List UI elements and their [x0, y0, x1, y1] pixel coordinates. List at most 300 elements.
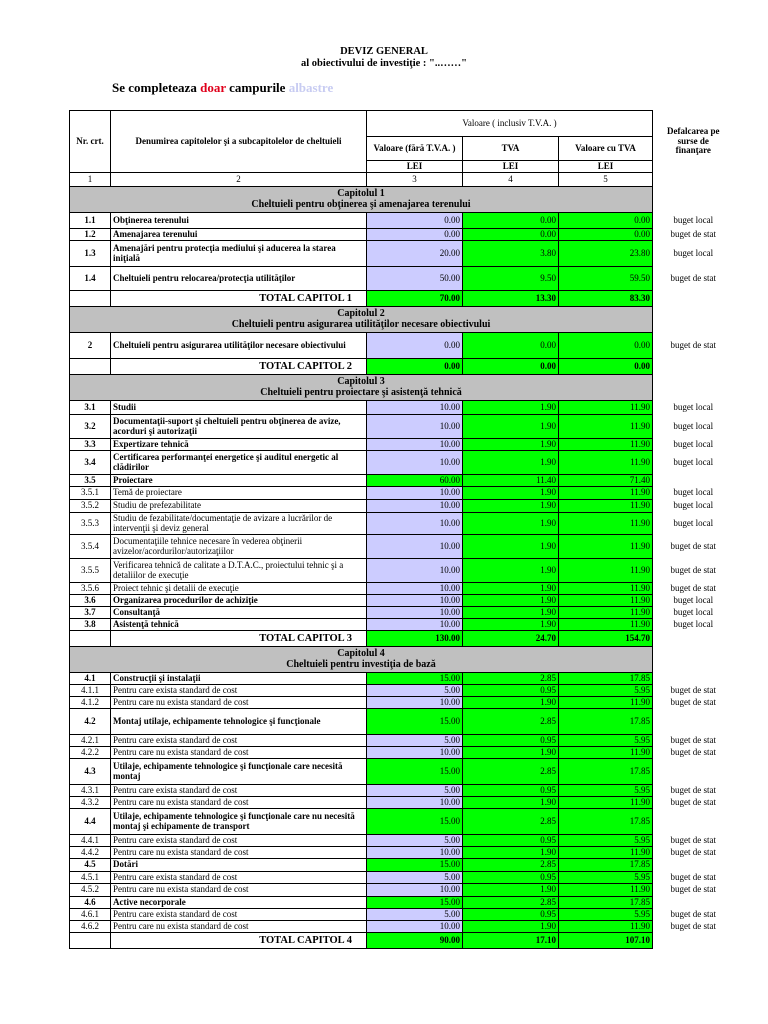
deviz-table	[69, 110, 734, 949]
funding-source: buget de stat	[670, 920, 716, 931]
row-number: 1.2	[70, 229, 111, 241]
total-value-fara-tva: 0.00	[367, 359, 463, 375]
value-cu-tva-cell: 11.90	[559, 595, 653, 607]
tva-cell: 2.85	[463, 759, 559, 785]
total-tva: 13.30	[463, 291, 559, 307]
value-fara-tva-cell: 15.00	[367, 709, 463, 735]
row-name: Pentru care nu exista standard de cost	[111, 921, 367, 933]
row-name: Utilaje, echipamente tehnologice şi funcţionale care nu necesită montaj şi echipamente de transport	[111, 809, 367, 835]
table-row	[70, 559, 734, 583]
tva-cell: 1.90	[463, 884, 559, 897]
funding-source: buget local	[673, 456, 714, 467]
value-cu-tva-cell: 0.00	[559, 213, 653, 229]
row-number: 3.5.4	[70, 535, 111, 559]
funding-source: buget local	[673, 618, 714, 629]
funding-source: buget de stat	[670, 846, 716, 857]
value-fara-tva-cell[interactable]: 10.00	[367, 619, 463, 631]
value-cu-tva-cell: 5.95	[559, 835, 653, 847]
value-fara-tva-cell[interactable]: 10.00	[367, 500, 463, 513]
tva-cell: 3.80	[463, 241, 559, 267]
funding-source: buget de stat	[670, 734, 716, 745]
row-name: Studiu de fezabilitate/documentaţie de avizare a lucrărilor de intervenţii şi deviz general	[111, 513, 367, 535]
row-number: 4.2.1	[70, 735, 111, 747]
table-row	[70, 909, 734, 921]
table-row	[70, 859, 734, 872]
header-lei-2: LEI	[463, 161, 559, 173]
table-row	[70, 797, 734, 809]
tva-cell: 9.50	[463, 267, 559, 291]
tva-cell: 0.95	[463, 872, 559, 884]
chapter-header	[70, 307, 653, 333]
total-label: TOTAL CAPITOL 4	[111, 933, 367, 949]
row-number: 3.8	[70, 619, 111, 631]
row-name: Cheltuieli pentru relocarea/protecţia utilităţilor	[111, 267, 367, 291]
row-number: 4.1	[70, 673, 111, 685]
total-label: TOTAL CAPITOL 3	[111, 631, 367, 647]
table-row	[70, 607, 734, 619]
value-cu-tva-cell: 11.90	[559, 747, 653, 759]
chapter-title: Cheltuieli pentru proiectare şi asistenţă tehnică	[260, 386, 462, 398]
value-fara-tva-cell[interactable]: 10.00	[367, 697, 463, 709]
table-row	[70, 809, 734, 835]
total-nr-empty	[70, 291, 111, 307]
value-fara-tva-cell[interactable]: 10.00	[367, 439, 463, 451]
note-blue-word: albastre	[288, 80, 334, 95]
chapter-header-row	[70, 187, 734, 213]
funding-source: buget de stat	[670, 871, 716, 882]
row-number: 3.6	[70, 595, 111, 607]
colnum-5: 5	[559, 173, 653, 187]
total-nr-empty	[70, 359, 111, 375]
funding-source: buget de stat	[670, 540, 716, 551]
chapter-header-row	[70, 375, 734, 401]
value-fara-tva-cell[interactable]: 10.00	[367, 797, 463, 809]
table-row	[70, 872, 734, 884]
note-middle: campurile	[225, 80, 289, 95]
tva-cell: 0.00	[463, 213, 559, 229]
value-fara-tva-cell: 60.00	[367, 475, 463, 487]
value-cu-tva-cell: 23.80	[559, 241, 653, 267]
value-cu-tva-cell: 11.90	[559, 535, 653, 559]
value-cu-tva-cell: 11.90	[559, 559, 653, 583]
value-cu-tva-cell: 11.90	[559, 607, 653, 619]
chapter-source-empty	[653, 187, 734, 213]
total-value-fara-tva: 70.00	[367, 291, 463, 307]
value-fara-tva-cell: 15.00	[367, 809, 463, 835]
table-row	[70, 685, 734, 697]
funding-source: buget de stat	[670, 684, 716, 695]
row-name: Dotări	[111, 859, 367, 872]
row-number: 4.2	[70, 709, 111, 735]
tva-cell: 0.00	[463, 333, 559, 359]
value-fara-tva-cell[interactable]: 0.00	[367, 229, 463, 241]
tva-cell: 1.90	[463, 487, 559, 500]
funding-source: buget local	[673, 606, 714, 617]
value-cu-tva-cell: 17.85	[559, 759, 653, 785]
value-cu-tva-cell: 11.90	[559, 797, 653, 809]
total-source-empty	[653, 359, 734, 375]
total-row	[70, 631, 734, 647]
row-number: 4.4.1	[70, 835, 111, 847]
funding-source: buget de stat	[670, 746, 716, 757]
value-fara-tva-cell[interactable]: 10.00	[367, 487, 463, 500]
funding-source: buget local	[673, 438, 714, 449]
funding-source: buget de stat	[670, 272, 716, 283]
value-cu-tva-cell: 11.90	[559, 847, 653, 859]
value-cu-tva-cell: 11.90	[559, 487, 653, 500]
value-cu-tva-cell: 5.95	[559, 685, 653, 697]
row-name: Obţinerea terenului	[111, 213, 367, 229]
table-row	[70, 333, 734, 359]
funding-source: buget de stat	[670, 582, 716, 593]
chapter-number: Capitolul 1	[337, 188, 385, 199]
table-row	[70, 439, 734, 451]
row-name: Organizarea procedurilor de achiziţie	[111, 595, 367, 607]
funding-source	[653, 673, 734, 685]
row-number: 3.5.2	[70, 500, 111, 513]
value-fara-tva-cell[interactable]: 10.00	[367, 884, 463, 897]
value-cu-tva-cell: 59.50	[559, 267, 653, 291]
funding-source: buget de stat	[670, 228, 716, 239]
tva-cell: 1.90	[463, 415, 559, 439]
chapter-number: Capitolul 4	[337, 648, 385, 659]
total-source-empty	[653, 933, 734, 949]
chapter-header-row	[70, 307, 734, 333]
table-row	[70, 709, 734, 735]
tva-cell: 1.90	[463, 797, 559, 809]
value-fara-tva-cell: 15.00	[367, 897, 463, 909]
value-cu-tva-cell: 5.95	[559, 909, 653, 921]
total-source-empty	[653, 291, 734, 307]
total-tva: 17.10	[463, 933, 559, 949]
value-fara-tva-cell: 15.00	[367, 859, 463, 872]
table-row	[70, 847, 734, 859]
total-row	[70, 291, 734, 307]
value-cu-tva-cell: 11.90	[559, 583, 653, 595]
row-name: Amenajări pentru protecţia mediului şi aducerea la starea iniţială	[111, 241, 367, 267]
row-name: Temă de proiectare	[111, 487, 367, 500]
row-name: Cheltuieli pentru asigurarea utilităţilor necesare obiectivului	[111, 333, 367, 359]
row-number: 3.1	[70, 401, 111, 415]
funding-source	[653, 809, 734, 835]
value-fara-tva-cell[interactable]: 10.00	[367, 513, 463, 535]
value-fara-tva-cell[interactable]: 5.00	[367, 735, 463, 747]
total-tva: 24.70	[463, 631, 559, 647]
total-value-cu-tva: 154.70	[559, 631, 653, 647]
document-subtitle: al obiectivului de investiţie : "..……"	[301, 58, 467, 69]
row-number: 1.1	[70, 213, 111, 229]
table-row	[70, 697, 734, 709]
funding-source: buget local	[673, 594, 714, 605]
table-row	[70, 229, 734, 241]
value-fara-tva-cell[interactable]: 10.00	[367, 747, 463, 759]
funding-source: buget local	[673, 487, 714, 498]
funding-source: buget de stat	[670, 796, 716, 807]
row-number: 4.5.1	[70, 872, 111, 884]
tva-cell: 2.85	[463, 809, 559, 835]
value-cu-tva-cell: 11.90	[559, 921, 653, 933]
row-name: Pentru care exista standard de cost	[111, 735, 367, 747]
total-source-empty	[653, 631, 734, 647]
row-name: Pentru care nu exista standard de cost	[111, 847, 367, 859]
value-fara-tva-cell[interactable]: 5.00	[367, 685, 463, 697]
value-fara-tva-cell[interactable]: 10.00	[367, 535, 463, 559]
row-name: Utilaje, echipamente tehnologice şi funcţionale care necesită montaj	[111, 759, 367, 785]
colnum-2: 2	[111, 173, 367, 187]
row-name: Pentru care nu exista standard de cost	[111, 884, 367, 897]
tva-cell: 1.90	[463, 607, 559, 619]
row-name: Documentaţii-suport şi cheltuieli pentru obţinerea de avize, acorduri şi autorizaţii	[111, 415, 367, 439]
tva-cell: 1.90	[463, 583, 559, 595]
value-cu-tva-cell: 11.90	[559, 884, 653, 897]
table-row	[70, 785, 734, 797]
document-title: DEVIZ GENERAL	[340, 46, 428, 57]
total-value-cu-tva: 83.30	[559, 291, 653, 307]
tva-cell: 1.90	[463, 697, 559, 709]
chapter-title: Cheltuieli pentru asigurarea utilităţilor necesare obiectivului	[231, 318, 491, 330]
total-nr-empty	[70, 631, 111, 647]
value-cu-tva-cell: 11.90	[559, 439, 653, 451]
funding-source: buget de stat	[670, 784, 716, 795]
value-fara-tva-cell[interactable]: 10.00	[367, 595, 463, 607]
value-cu-tva-cell: 17.85	[559, 897, 653, 909]
tva-cell: 1.90	[463, 451, 559, 475]
chapter-number: Capitolul 3	[337, 376, 385, 387]
row-number: 3.4	[70, 451, 111, 475]
value-cu-tva-cell: 5.95	[559, 785, 653, 797]
funding-source: buget local	[673, 420, 714, 431]
table-row	[70, 267, 734, 291]
row-number: 3.2	[70, 415, 111, 439]
row-name: Pentru care exista standard de cost	[111, 909, 367, 921]
funding-source: buget de stat	[670, 908, 716, 919]
funding-source: buget local	[673, 401, 714, 412]
row-number: 4.1.1	[70, 685, 111, 697]
value-cu-tva-cell: 5.95	[559, 735, 653, 747]
value-cu-tva-cell: 0.00	[559, 333, 653, 359]
row-name: Documentaţiile tehnice necesare în vederea obţinerii avizelor/acordurilor/autorizaţiilor	[111, 535, 367, 559]
chapter-header	[70, 187, 653, 213]
chapter-header-row	[70, 647, 734, 673]
total-value-fara-tva: 90.00	[367, 933, 463, 949]
row-number: 2	[70, 333, 111, 359]
table-row	[70, 673, 734, 685]
row-number: 4.3.2	[70, 797, 111, 809]
value-cu-tva-cell: 17.85	[559, 673, 653, 685]
funding-source: buget local	[673, 247, 714, 258]
colnum-4: 4	[463, 173, 559, 187]
funding-source: buget de stat	[670, 696, 716, 707]
table-row	[70, 897, 734, 909]
table-row	[70, 401, 734, 415]
total-nr-empty	[70, 933, 111, 949]
value-fara-tva-cell[interactable]: 5.00	[367, 785, 463, 797]
value-cu-tva-cell: 11.90	[559, 619, 653, 631]
row-name: Proiect tehnic şi detalii de execuţie	[111, 583, 367, 595]
tva-cell: 1.90	[463, 619, 559, 631]
row-number: 4.6	[70, 897, 111, 909]
value-cu-tva-cell: 11.90	[559, 451, 653, 475]
tva-cell: 1.90	[463, 401, 559, 415]
tva-cell: 1.90	[463, 559, 559, 583]
row-number: 4.5.2	[70, 884, 111, 897]
funding-source	[653, 475, 734, 487]
row-name: Proiectare	[111, 475, 367, 487]
value-cu-tva-cell: 17.85	[559, 859, 653, 872]
row-name: Active necorporale	[111, 897, 367, 909]
chapter-source-empty	[653, 647, 734, 673]
funding-source: buget local	[673, 214, 714, 225]
value-fara-tva-cell[interactable]: 5.00	[367, 872, 463, 884]
value-fara-tva-cell[interactable]: 10.00	[367, 607, 463, 619]
row-number: 4.3.1	[70, 785, 111, 797]
tva-cell: 2.85	[463, 673, 559, 685]
note-prefix: Se completeaza	[112, 80, 201, 95]
table-row	[70, 835, 734, 847]
table-row	[70, 487, 734, 500]
value-fara-tva-cell[interactable]: 20.00	[367, 241, 463, 267]
table-row	[70, 884, 734, 897]
row-name: Studii	[111, 401, 367, 415]
row-name: Asistenţă tehnică	[111, 619, 367, 631]
note-red-word: doar	[200, 80, 226, 95]
colnum-1: 1	[70, 173, 111, 187]
tva-cell: 0.00	[463, 229, 559, 241]
row-number: 1.4	[70, 267, 111, 291]
row-name: Pentru care exista standard de cost	[111, 785, 367, 797]
row-name: Pentru care nu exista standard de cost	[111, 797, 367, 809]
table-row	[70, 535, 734, 559]
row-name: Consultanţă	[111, 607, 367, 619]
value-fara-tva-cell[interactable]: 10.00	[367, 415, 463, 439]
value-cu-tva-cell: 11.90	[559, 697, 653, 709]
row-number: 3.5.6	[70, 583, 111, 595]
chapter-number: Capitolul 2	[337, 308, 385, 319]
total-label: TOTAL CAPITOL 1	[111, 291, 367, 307]
value-fara-tva-cell[interactable]: 50.00	[367, 267, 463, 291]
row-name: Pentru care exista standard de cost	[111, 872, 367, 884]
table-row	[70, 451, 734, 475]
value-fara-tva-cell[interactable]: 5.00	[367, 909, 463, 921]
header-valoare-cu: Valoare cu TVA	[559, 137, 653, 161]
table-row	[70, 595, 734, 607]
funding-source: buget de stat	[670, 339, 716, 350]
total-row	[70, 359, 734, 375]
value-cu-tva-cell: 71.40	[559, 475, 653, 487]
tva-cell: 1.90	[463, 847, 559, 859]
tva-cell: 2.85	[463, 859, 559, 872]
value-fara-tva-cell[interactable]: 10.00	[367, 583, 463, 595]
header-valoare-group: Valoare ( inclusiv T.V.A. )	[367, 111, 653, 137]
header-defalcare: Defalcarea pe surse de finanţare	[666, 126, 720, 156]
value-cu-tva-cell: 5.95	[559, 872, 653, 884]
tva-cell: 2.85	[463, 897, 559, 909]
row-number: 1.3	[70, 241, 111, 267]
row-number: 3.5.1	[70, 487, 111, 500]
tva-cell: 2.85	[463, 709, 559, 735]
header-lei-1: LEI	[367, 161, 463, 173]
tva-cell: 0.95	[463, 785, 559, 797]
value-fara-tva-cell[interactable]: 10.00	[367, 847, 463, 859]
tva-cell: 1.90	[463, 535, 559, 559]
row-name: Pentru care nu exista standard de cost	[111, 697, 367, 709]
value-cu-tva-cell: 17.85	[559, 809, 653, 835]
total-row	[70, 933, 734, 949]
row-name: Expertizare tehnică	[111, 439, 367, 451]
value-fara-tva-cell: 15.00	[367, 673, 463, 685]
row-number: 4.3	[70, 759, 111, 785]
tva-cell: 11.40	[463, 475, 559, 487]
header-nr: Nr. crt.	[70, 111, 111, 173]
value-cu-tva-cell: 17.85	[559, 709, 653, 735]
header-valoare-fara: Valoare (fără T.V.A. )	[367, 137, 463, 161]
header-tva: TVA	[463, 137, 559, 161]
instruction-note	[112, 80, 333, 96]
row-number: 4.6.2	[70, 921, 111, 933]
value-cu-tva-cell: 11.90	[559, 513, 653, 535]
row-name: Pentru care exista standard de cost	[111, 685, 367, 697]
table-row	[70, 747, 734, 759]
tva-cell: 0.95	[463, 685, 559, 697]
value-fara-tva-cell[interactable]: 0.00	[367, 333, 463, 359]
chapter-source-empty	[653, 307, 734, 333]
header-lei-3: LEI	[559, 161, 653, 173]
tva-cell: 1.90	[463, 513, 559, 535]
chapter-source-empty	[653, 375, 734, 401]
row-name: Pentru care nu exista standard de cost	[111, 747, 367, 759]
row-number: 3.7	[70, 607, 111, 619]
table-row	[70, 500, 734, 513]
chapter-title: Cheltuieli pentru obţinerea şi amenajarea terenului	[251, 198, 471, 210]
table-row	[70, 735, 734, 747]
row-name: Certificarea performanţei energetice şi auditul energetic al clădirilor	[111, 451, 367, 475]
value-fara-tva-cell[interactable]: 10.00	[367, 921, 463, 933]
table-row	[70, 475, 734, 487]
row-number: 4.4.2	[70, 847, 111, 859]
funding-source	[653, 709, 734, 735]
row-name: Montaj utilaje, echipamente tehnologice şi funcţionale	[111, 709, 367, 735]
row-name: Construcţii şi instalaţii	[111, 673, 367, 685]
funding-source	[653, 859, 734, 872]
row-number: 3.5	[70, 475, 111, 487]
row-name: Studiu de prefezabilitate	[111, 500, 367, 513]
row-number: 3.3	[70, 439, 111, 451]
colnum-3: 3	[367, 173, 463, 187]
row-name: Amenajarea terenului	[111, 229, 367, 241]
value-fara-tva-cell[interactable]: 5.00	[367, 835, 463, 847]
funding-source: buget de stat	[670, 834, 716, 845]
tva-cell: 1.90	[463, 500, 559, 513]
tva-cell: 1.90	[463, 595, 559, 607]
value-fara-tva-cell: 15.00	[367, 759, 463, 785]
total-tva: 0.00	[463, 359, 559, 375]
value-fara-tva-cell[interactable]: 0.00	[367, 213, 463, 229]
tva-cell: 1.90	[463, 921, 559, 933]
table-row	[70, 415, 734, 439]
row-number: 3.5.3	[70, 513, 111, 535]
value-fara-tva-cell[interactable]: 10.00	[367, 401, 463, 415]
tva-cell: 1.90	[463, 439, 559, 451]
table-row	[70, 619, 734, 631]
value-cu-tva-cell: 11.90	[559, 500, 653, 513]
value-fara-tva-cell[interactable]: 10.00	[367, 451, 463, 475]
tva-cell: 1.90	[463, 747, 559, 759]
row-number: 4.5	[70, 859, 111, 872]
table-row	[70, 213, 734, 229]
tva-cell: 0.95	[463, 909, 559, 921]
row-number: 3.5.5	[70, 559, 111, 583]
value-fara-tva-cell[interactable]: 10.00	[367, 559, 463, 583]
